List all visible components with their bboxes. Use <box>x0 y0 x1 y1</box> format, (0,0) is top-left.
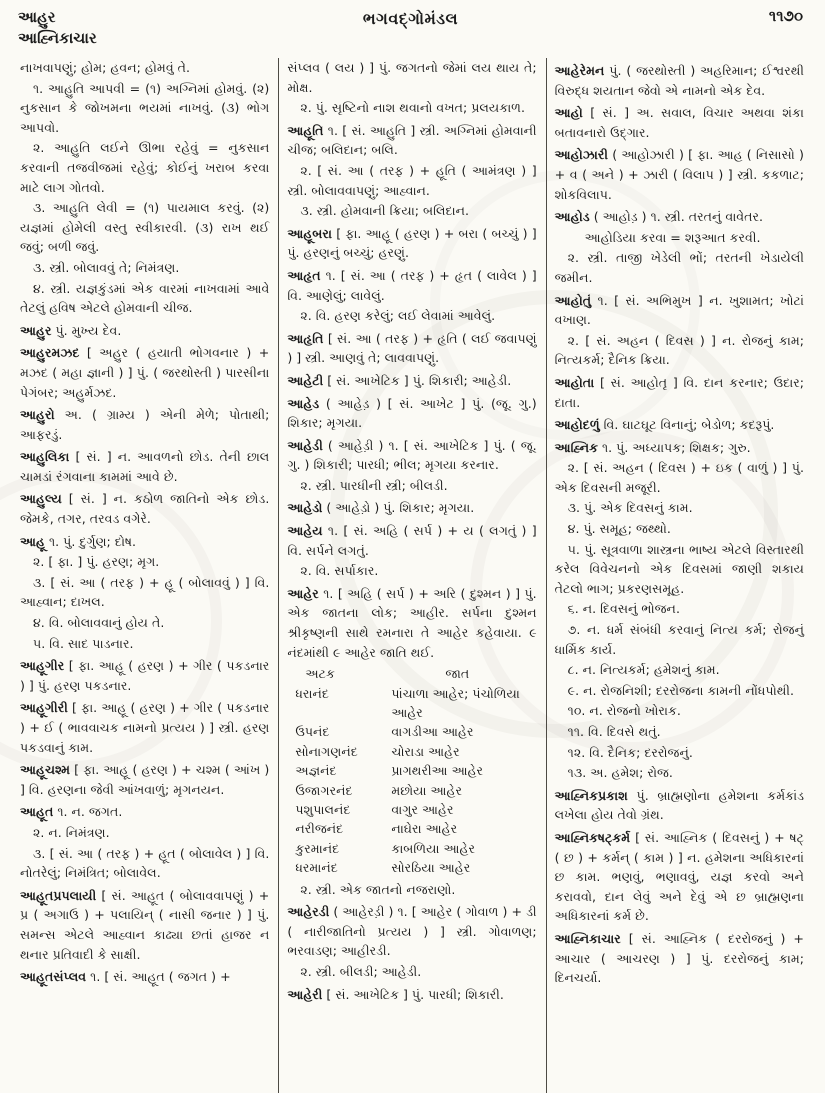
headword: આહેરડી <box>287 904 330 920</box>
table-cell: સોનાગણનંદ <box>295 743 358 759</box>
headword: આહૂતપ્રપલાયી <box>20 887 97 903</box>
headword: આહોદળું <box>554 417 600 433</box>
guide-word-top: આહુર <box>18 8 56 26</box>
table-cell: નાઘેરા આહેર <box>391 821 458 837</box>
sense-line: ૨. સ્ત્રી. બીલડી; આહેડી. <box>300 964 422 980</box>
table-cell: પશુપાલનંદ <box>295 802 351 818</box>
dict-entry: આહુર પું. મુખ્ય દેવ. <box>20 322 122 338</box>
headword: આહેટી <box>287 372 324 388</box>
dict-entry: આહૃતિ [ સં. આ ( તરફ ) + હૃતિ ( લઈ જવાપણું ) ] સ્ત્રી. આણવું તે; લાવવાપણું. <box>287 330 537 366</box>
dict-entry: આહૂતપ્રપલાયી [ સં. આહૂત ( બોલાવવાપણું ) + પ્ર ( અગાઉ ) + પલાયિન્ ( નાસી જનાર ) ] પું. સમન્સ એટલે આહ્વાન કાઢ્યા છતાં હાજર ન થનાર પ્રતિવાદી કે સાક્ષી. <box>20 887 270 962</box>
dict-entry: આહેરેમન પું. ( જરથોસ્તી ) અહરિમાન; ઈશ્વરથી વિરુદ્ધ શયતાન જેવો એ નામનો એક દેવ. <box>554 63 804 98</box>
dict-entry: આહૂગીરી [ ફા. આહૂ ( હરણ ) + ગીર ( પકડનાર ) + ઈ ( ભાવવાચક નામનો પ્રત્યય ) ] સ્ત્રી. હરણ પકડવાનું કામ. <box>20 700 270 755</box>
sense-line: ૯. ન. રોજનિશી; દરરોજના કામની નોંધપોથી. <box>567 682 794 698</box>
dict-entry: આહ્નિક ૧. પું. અધ્યાપક; શિક્ષક; ગુરુ. <box>554 439 751 455</box>
table-cell: સોરઠિયા આહેર <box>391 860 471 876</box>
sense-line: ૩. [ સં. આ ( તરફ ) + હૂ ( બોલાવવું ) ] વિ. આહ્વાન; દાખલ. <box>20 574 270 610</box>
table-row <box>295 800 536 819</box>
sense-line: ૨. [ સં. અહન ( દિવસ ) + ઇક ( વાળું ) ] પું. એક દિવસની મજૂરી. <box>554 460 804 495</box>
headword: આહોતું <box>554 292 592 308</box>
dict-entry: આહુરો અ. ( ગ્રામ્ય ) એની મેળે; પોતાથી; આફરડું. <box>20 407 270 442</box>
dict-entry: આહેટી [ સં. આખેટિક ] પું. શિકારી; આહેડી. <box>287 372 512 388</box>
sense-line: ૮. ન. નિત્યકર્મ; હમેશનું કામ. <box>567 662 720 678</box>
sense-line: ૨. [ સં. આ ( તરફ ) + હૂતિ ( આમંત્રણ ) ] સ્ત્રી. બોલાવવાપણું; આહ્વાન. <box>287 162 537 198</box>
dict-entry: આહ્નિકપ્રકાશ પું. બ્રાહ્મણોના હમેશના કર્મકાંડ લખેલા હોય તેવો ગ્રંથ. <box>554 787 804 823</box>
headword: આહેર <box>287 585 319 601</box>
sense-line: ૨. ન. નિમંત્રણ. <box>33 824 110 840</box>
headword: આહૃતિ <box>287 330 324 346</box>
phrase-line: ૨. આહુતિ લઈને ઊભા રહેવું = નુકસાન કરવાની તજવીજમાં રહેવું; કોઈનું ખરાબ કરવા માટે લાગ ગોતવો. <box>20 140 270 195</box>
table-cell: કુરમાનંદ <box>295 840 340 856</box>
table-cell: વાગુર આહેર <box>391 802 454 818</box>
sense-line: ૩. સ્ત્રી. બોલાવવું તે; નિમંત્રણ. <box>33 259 180 275</box>
dict-entry: આહેરી [ સં. આખેટિક ] પું. પારધી; શિકારી. <box>287 986 504 1002</box>
continuation-line: નાખવાપણું; હોમ; હવન; હોમવું તે. <box>20 60 191 75</box>
headword: આહેડો <box>287 500 323 516</box>
sense-line: ૪. વિ. બોલાવવાનું હોય તે. <box>33 615 165 631</box>
dict-entry: આહોતું ૧. [ સં. અભિમુખ ] ન. ખુશામત; ખોટાં વખાણ. <box>554 292 804 328</box>
dict-entry: આહુલિકા [ સં. ] ન. આવળનો છોડ. તેની છાલ ચામડાં રંગવાના કામમાં આવે છે. <box>20 449 270 484</box>
headword: આહૂતિ <box>287 122 324 138</box>
table-row <box>295 761 536 780</box>
table-row <box>295 858 536 877</box>
sense-line: ૩. [ સં. આ ( તરફ ) + હૂત ( બોલાવેલ ) ] વિ. નોતરેલું; નિમંત્રિત; બોલાવેલ. <box>20 845 270 881</box>
headword: આહોડ <box>554 209 590 225</box>
dict-entry: આહ્નિકષટ્કર્મ [ સં. આહ્નિક ( દિવસનું ) + ષટ્ ( છ ) + કર્મન્ ( કામ ) ] ન. હમેશના અધિકારનાં છ કામ. ભણવું, ભણાવવું, યજ્ઞ કરવો અને કરાવવો, દાન લેવું અને દેવું એ છ બ્રાહ્મણના અધિકારનાં કર્મ છે. <box>554 829 804 924</box>
headword: આહુર <box>20 322 52 338</box>
column-2 <box>279 58 546 1093</box>
aher-caste-table <box>295 664 536 877</box>
table-row <box>295 684 536 723</box>
headword: આહોતા <box>554 374 595 390</box>
headword: આહૂગીરી <box>20 700 68 716</box>
continuation-line: સંપ્લવ ( લય ) ] પું. જગતનો જેમાં લય થાય તે; મોક્ષ. <box>287 60 537 95</box>
page-header <box>0 0 825 49</box>
dict-entry: આહેય ૧. [ સં. અહિ ( સર્પ ) + ય ( લગતું ) ] વિ. સર્પને લગતું. <box>287 523 537 558</box>
table-cell: અજ્ઞનંદ <box>295 763 337 779</box>
dict-entry: આહોડ ( આહોડ઼ ) ૧. સ્ત્રી. તરતનું વાવેતર. <box>554 209 764 225</box>
table-row <box>295 742 536 761</box>
dictionary-columns <box>0 56 825 1093</box>
dict-entry: આહૂ ૧. પું. દુર્ગુણ; દોષ. <box>20 533 137 549</box>
headword: આહૂ <box>20 533 45 549</box>
headword: આહ્નિકષટ્કર્મ <box>554 829 631 845</box>
sense-line: ૨. વિ. સર્પાકાર. <box>300 563 379 579</box>
dict-entry: આહેરડી ( આહેરડ઼ી ) ૧. [ આહેર ( ગોવાળ ) + ડી ( નારીજાતિનો પ્રત્યય ) ] સ્ત્રી. ગોવાળણ; ભરવાડણ; આહીરડી. <box>287 904 537 959</box>
table-row <box>295 722 536 741</box>
dict-entry: આહૂબરા [ ફા. આહૂ ( હરણ ) + બરા ( બચ્ચું ) ] પું. હરણનું બચ્ચું; હરણું. <box>287 225 537 261</box>
sense-line: ૨. [ સં. અહન ( દિવસ ) ] ન. રોજનું કામ; નિત્યકર્મ; દૈનિક ક્રિયા. <box>554 332 804 368</box>
headword: આહેડી <box>287 437 323 453</box>
table-cell: પાંચાળા આહેર; પંચોળિયા આહેર <box>391 685 520 721</box>
dict-entry: આહેર ૧. [ અહિ ( સર્પ ) + અરિ ( દુશ્મન ) ] પું. એક જાતના લોક; આહીર. સર્પના દુશ્મન શ્રીકૃષ્ણની સાથે રમનારા તે આહેર કહેવાયા. ૯ નંદમાંથી ૯ આહેર જાતિ થઈ. <box>287 585 537 660</box>
table-header: અટક <box>305 666 335 682</box>
headword: આહુરો <box>20 407 55 423</box>
sense-line: ૨. સ્ત્રી. એક જાતનો નજરાણો. <box>300 881 456 897</box>
sense-line: ૧૧. વિ. દિવસે થતું. <box>567 724 661 739</box>
headword: આહેડ <box>287 395 320 411</box>
phrase-line: ૧. આહુતિ આપવી = (૧) અગ્નિમાં હોમવું. (૨) નુકસાન કે જોખમના ભયમાં નાખવું. (૩) ભોગ આપવો. <box>20 80 270 135</box>
dict-entry: આહેડી ( આહેડ઼ી ) ૧. [ સં. આખેટિક ] પું. ( જૂ. ગુ. ) શિકારી; પારધી; ભીલ; મૃગયા કરનાર. <box>287 437 537 473</box>
headword: આહુલિકા <box>20 449 70 465</box>
dict-entry: આહુલ્ય [ સં. ] ન. કઠોળ જાતિનો એક છોડ. જેમકે, તગર, તરવડ વગેરે. <box>20 491 270 527</box>
table-header: જાત <box>445 666 470 682</box>
table-row <box>295 839 536 858</box>
dict-entry: આહૃત ૧. [ સં. આ ( તરફ ) + હૃત ( લાવેલ ) ] વિ. આણેલું; લાવેલું. <box>287 267 537 303</box>
table-cell: ધરાનંદ <box>295 685 329 701</box>
headword: આહૂચશ્મ <box>20 762 71 778</box>
phrase-line: ૩. આહુતિ લેવી = (૧) પાયમાલ કરવું. (૨) યજ્ઞમાં હોમેલી વસ્તુ સ્વીકારવી. (૩) રાખ થઈ જવું; બળી જવું. <box>20 200 270 255</box>
idiom-line: આહોડિયા કરવા = શરૂઆત કરવી. <box>584 229 761 245</box>
headword: આહૂગીર <box>20 658 65 674</box>
headword: આહ્નિકપ્રકાશ <box>554 787 628 803</box>
dict-entry: આહેડ ( આહેડ઼ ) [ સં. આખેટ ] પું. (જૂ. ગુ.) શિકાર; મૃગયા. <box>287 395 537 431</box>
dict-entry: આહો [ સં. ] અ. સવાલ, વિચાર અથવા શંકા બતાવનારો ઉદ્ગાર. <box>554 105 804 140</box>
table-cell: ઉપનંદ <box>295 724 330 740</box>
sense-line: ૫. પું. સૂત્રવાળા શાસ્ત્રના ભાષ્ય એટલે વિસ્તારથી કરેલ વિવેચનનો એક દિવસમાં જાણી શકાય તેટલો ભાગ; પ્રકરણસમૂહ. <box>554 541 804 596</box>
headword: આહૂતસંપ્લવ <box>20 969 87 985</box>
headword: આહોઝારી <box>554 147 608 163</box>
table-cell: ઉજાગરનંદ <box>295 782 353 798</box>
table-cell: ધરમાનંદ <box>295 860 338 876</box>
sense-line: ૭. ન. ધર્મ સંબંધી કરવાનું નિત્ય કર્મ; રોજનું ધાર્મિક કાર્ય. <box>554 622 804 657</box>
sense-line: ૧૩. અ. હમેશ; રોજ. <box>567 765 673 781</box>
sense-line: ૪. સ્ત્રી. યજ્ઞકુંડમાં એક વારમાં નાખવામાં આવે તેટલું હવિષ એટલે હોમવાની ચીજ. <box>20 280 270 316</box>
sense-line: ૨. પું. સૃષ્ટિનો નાશ થવાનો વખત; પ્રલયકાળ. <box>300 100 526 116</box>
headword: આહ્નિકાચાર <box>554 930 621 946</box>
dict-entry: આહોદળું વિ. ઘાટઘૂટ વિનાનું; બેડોળ; કદરૂપું. <box>554 417 775 433</box>
book-title: ભગવદ્ગોમંડલ <box>362 9 459 28</box>
sense-line: ૩. સ્ત્રી. હોમવાની ક્રિયા; બલિદાન. <box>300 203 470 219</box>
column-3 <box>547 58 813 1093</box>
headword: આહેરી <box>287 986 323 1002</box>
dict-entry: આહૂચશ્મ [ ફા. આહૂ ( હરણ ) + ચશ્મ ( આંખ ) ] વિ. હરણના જેવી આંખવાળું; મૃગનયન. <box>20 762 270 797</box>
headword: આહ્નિક <box>554 439 598 455</box>
table-cell: નરીજનંદ <box>295 821 344 837</box>
sense-line: ૧૦. ન. રોજનો ખોરાક. <box>567 703 681 719</box>
dict-entry: આહ્નિકાચાર [ સં. આહ્નિક ( દરરોજનું ) + આચાર ( આચરણ ) ] પું. દરરોજનું કામ; દિનચર્યા. <box>554 930 804 986</box>
sense-line: ૫. વિ. સાદ પાડનાર. <box>33 635 134 651</box>
headword: આહુલ્ય <box>20 491 62 507</box>
headword: આહેય <box>287 523 323 539</box>
sense-line: ૪. પું. સમૂહ; જથ્થો. <box>567 521 671 537</box>
table-header-row <box>295 664 536 683</box>
sense-line: ૨. [ ફા. ] પું. હરણ; મૃગ. <box>33 554 160 570</box>
table-row <box>295 781 536 800</box>
headword: આહૂત <box>20 804 54 820</box>
table-cell: મછોયા આહેર <box>391 782 462 798</box>
dict-entry: આહૂત ૧. ન. જગત. <box>20 804 123 820</box>
sense-line: ૧૨. વિ. દૈનિક; દરરોજનું. <box>567 744 693 760</box>
table-cell: વાગડીઆ આહેર <box>391 724 474 740</box>
table-cell: પ્રાગથરીઆ આહેર <box>391 763 484 779</box>
dict-entry: આહેડો ( આહેડ઼ો ) પું. શિકાર; મૃગયા. <box>287 500 475 516</box>
sense-line: ૨. વિ. હરણ કરેલું; લઈ લેવામાં આવેલું. <box>300 308 496 324</box>
sense-line: ૨. સ્ત્રી. તાજી ખેડેલી ભોં; તરતની ખેડાયેલી જમીન. <box>554 250 804 285</box>
headword: આહો <box>554 105 583 121</box>
table-cell: ચોરાડા આહેર <box>391 743 460 759</box>
sense-line: ૩. પું. એક દિવસનું કામ. <box>567 500 693 516</box>
headword: આહેરેમન <box>554 63 605 78</box>
headword: આહૃત <box>287 267 321 283</box>
guide-words <box>18 7 363 49</box>
headword: આહૂબરા <box>287 225 333 241</box>
headword: આહુરમઝદ <box>20 345 80 361</box>
sense-line: ૨. સ્ત્રી. પારધીની સ્ત્રી; બીલડી. <box>300 477 448 493</box>
table-cell: કાબળિયા આહેર <box>391 840 475 856</box>
dict-entry: આહૂગીર [ ફા. આહૂ ( હરણ ) + ગીર ( પકડનાર ) ] પું. હરણ પકડનાર. <box>20 658 270 693</box>
dict-entry: આહોઝારી ( આહોઝારી ) [ ફા. આહ ( નિસાસો ) + વ ( અને ) + ઝારી ( વિલાપ ) ] સ્ત્રી. કકળાટ; શોકવિલાપ. <box>554 147 804 202</box>
sense-line: ૬. ન. દિવસનું ભોજન. <box>567 601 680 617</box>
guide-word-bottom: આહ્નિકાચાર <box>18 29 97 47</box>
dict-entry: આહૂતિ ૧. [ સં. આહુતિ ] સ્ત્રી. અગ્નિમાં હોમવાની ચીજ; બલિદાન; બલિ. <box>287 122 537 158</box>
table-row <box>295 819 536 838</box>
dict-entry: આહોતા [ સં. આહોતૃ ] વિ. દાન કરનાર; ઉદાર; દાતા. <box>554 374 804 410</box>
dict-entry: આહૂતસંપ્લવ ૧. [ સં. આહૂત ( જગત ) + <box>20 969 231 985</box>
page-number: ૧૧૭૦ <box>768 7 803 25</box>
column-1 <box>12 58 279 1093</box>
dict-entry: આહુરમઝદ [ અહુર ( હયાતી ભોગવનાર ) + મઝદ ( મહા જ્ઞાની ) ] પું. ( જરથોસ્તી ) પારસીના પેગંબર; અહુર્મઝદ. <box>20 345 270 400</box>
